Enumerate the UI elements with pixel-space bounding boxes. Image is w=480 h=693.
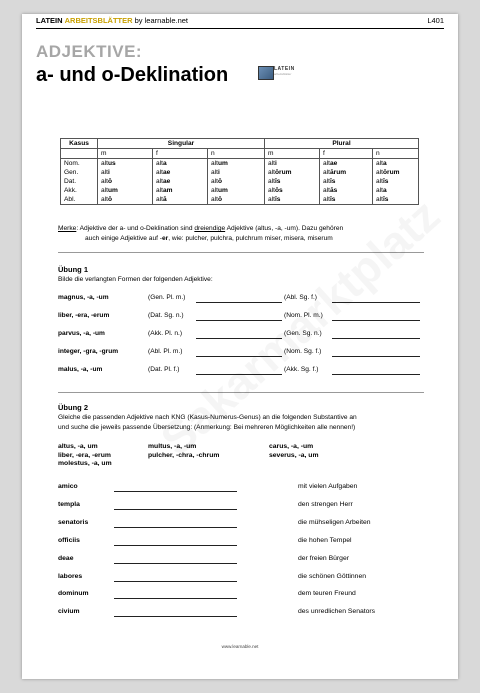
form-stem: alt bbox=[323, 187, 330, 194]
declension-form bbox=[373, 168, 419, 177]
noun-word: civium bbox=[58, 608, 80, 616]
form-ending: i bbox=[217, 169, 220, 176]
brand-arbeitsblaetter: ARBEITSBLÄTTER bbox=[64, 16, 133, 25]
answer-line[interactable] bbox=[114, 527, 237, 528]
header-kasus: Kasus bbox=[61, 139, 98, 149]
form-ending: a bbox=[382, 160, 387, 167]
form-ending: a bbox=[382, 187, 387, 194]
worksheet-code: L401 bbox=[427, 16, 444, 25]
adjective: carus, -a, -um bbox=[269, 443, 314, 450]
title-line2: a- und o-Deklination bbox=[36, 64, 229, 86]
form-stem: alt bbox=[376, 178, 383, 185]
form-stem: alt bbox=[323, 160, 330, 167]
noun-row bbox=[58, 590, 428, 600]
form-ending: ō bbox=[217, 178, 222, 185]
exercise-row bbox=[58, 330, 428, 340]
form-ending: īs bbox=[382, 196, 389, 203]
answer-line[interactable] bbox=[114, 491, 237, 492]
form-hint-1: (Gen. Pl. m.) bbox=[148, 294, 186, 301]
gender-cell: f bbox=[320, 149, 373, 159]
form-ending: um bbox=[217, 187, 228, 194]
case-label: Dat. bbox=[61, 177, 98, 186]
answer-line-2[interactable] bbox=[332, 302, 420, 303]
gender-cell: m bbox=[98, 149, 153, 159]
declension-row bbox=[61, 186, 419, 195]
uebung1-title: Übung 1 bbox=[58, 265, 88, 274]
answer-line-1[interactable] bbox=[196, 302, 282, 303]
form-stem: alt bbox=[268, 178, 275, 185]
uebung2-instruction bbox=[58, 413, 428, 432]
noun-row bbox=[58, 555, 428, 565]
uebung2-title: Übung 2 bbox=[58, 403, 88, 412]
logo-subtext: arbeitsblätter bbox=[274, 72, 292, 76]
latein-logo-icon bbox=[258, 66, 306, 80]
declension-form bbox=[98, 168, 153, 177]
form-ending: īs bbox=[274, 178, 281, 185]
form-ending: um bbox=[217, 160, 228, 167]
form-ending: ōrum bbox=[382, 169, 400, 176]
form-stem: alt bbox=[376, 187, 383, 194]
declension-form bbox=[98, 177, 153, 186]
declension-form bbox=[320, 177, 373, 186]
logo-image bbox=[258, 66, 274, 80]
header-brand bbox=[36, 16, 188, 25]
translation: mit vielen Aufgaben bbox=[298, 483, 358, 490]
adjective-word: integer, -gra, -grum bbox=[58, 348, 119, 355]
adjective-word: parvus, -a, -um bbox=[58, 330, 105, 337]
form-ending: ā bbox=[162, 196, 167, 203]
logo-text: LATEIN bbox=[274, 66, 295, 72]
answer-line-1[interactable] bbox=[196, 320, 282, 321]
form-stem: alt bbox=[211, 169, 218, 176]
adjective-column-2 bbox=[148, 443, 219, 460]
exercise-row bbox=[58, 366, 428, 376]
form-ending: ae bbox=[162, 169, 171, 176]
form-stem: alt bbox=[156, 196, 163, 203]
answer-line-1[interactable] bbox=[196, 374, 282, 375]
form-ending: ās bbox=[329, 187, 338, 194]
form-ending: ae bbox=[162, 178, 171, 185]
answer-line[interactable] bbox=[114, 581, 237, 582]
merke-dreiendige: dreiendige bbox=[194, 225, 226, 232]
case-label: Gen. bbox=[61, 168, 98, 177]
declension-form bbox=[153, 195, 208, 205]
page-header bbox=[36, 14, 444, 29]
gender-cell: m bbox=[265, 149, 320, 159]
form-ending: īs bbox=[329, 196, 336, 203]
adjective-word: liber, -era, -erum bbox=[58, 312, 110, 319]
form-stem: alt bbox=[268, 160, 275, 167]
declension-form bbox=[208, 159, 265, 169]
declension-form bbox=[265, 195, 320, 205]
form-hint-2: (Akk. Sg. f.) bbox=[284, 366, 319, 373]
noun-row bbox=[58, 537, 428, 547]
form-ending: ō bbox=[217, 196, 222, 203]
form-stem: alt bbox=[268, 196, 275, 203]
form-stem: alt bbox=[323, 169, 330, 176]
merke-text-1b: Adjektive (altus, -a, -um). Dazu gehören bbox=[225, 225, 344, 232]
merke-text-2a: auch einige Adjektive auf - bbox=[85, 234, 162, 242]
form-stem: alt bbox=[156, 169, 163, 176]
header-singular: Singular bbox=[98, 139, 265, 149]
noun-row bbox=[58, 608, 428, 618]
answer-line-1[interactable] bbox=[196, 356, 282, 357]
translation: des unredlichen Senators bbox=[298, 608, 376, 616]
declension-form bbox=[373, 195, 419, 205]
form-hint-2: (Nom. Pl. m.) bbox=[284, 312, 323, 319]
declension-form bbox=[153, 159, 208, 169]
answer-line[interactable] bbox=[114, 598, 237, 599]
form-ending: am bbox=[162, 187, 173, 194]
translation: dem teuren Freund bbox=[298, 590, 356, 598]
noun-word: dominum bbox=[58, 590, 89, 598]
adjective: altus, -a, um bbox=[58, 443, 98, 450]
form-ending: i bbox=[107, 169, 110, 176]
case-label: Nom. bbox=[61, 159, 98, 169]
footer-url: www.learnable.net bbox=[221, 644, 259, 649]
form-stem: alt bbox=[156, 160, 163, 167]
answer-line[interactable] bbox=[114, 509, 237, 510]
declension-form bbox=[320, 159, 373, 169]
adjective-column-1 bbox=[58, 443, 112, 469]
merke-note bbox=[58, 224, 424, 243]
adjective: molestus, -a, um bbox=[58, 460, 112, 467]
declension-form bbox=[98, 195, 153, 205]
declension-form bbox=[320, 195, 373, 205]
divider bbox=[58, 392, 424, 393]
answer-line[interactable] bbox=[114, 616, 237, 617]
form-stem: alt bbox=[323, 196, 330, 203]
form-ending: us bbox=[107, 160, 116, 167]
answer-line-2[interactable] bbox=[332, 338, 420, 339]
form-stem: alt bbox=[211, 196, 218, 203]
declension-form bbox=[153, 177, 208, 186]
form-stem: alt bbox=[211, 178, 218, 185]
form-stem: alt bbox=[156, 187, 163, 194]
translation: die schönen Göttinnen bbox=[298, 572, 367, 580]
form-ending: ae bbox=[329, 160, 338, 167]
answer-line-2[interactable] bbox=[332, 374, 420, 375]
merke-text-2b: , wie: pulcher, pulchra, pulchrum miser, misera, miserum bbox=[168, 234, 333, 242]
noun-word: templa bbox=[58, 500, 80, 508]
form-stem: alt bbox=[101, 187, 108, 194]
form-stem: alt bbox=[156, 178, 163, 185]
form-stem: alt bbox=[268, 169, 275, 176]
form-hint-2: (Nom. Sg. f.) bbox=[284, 348, 322, 355]
noun-word: officiis bbox=[58, 536, 80, 544]
translation: die mühseligen Arbeiten bbox=[298, 518, 371, 526]
noun-row bbox=[58, 501, 428, 511]
noun-word: amico bbox=[58, 483, 78, 490]
exercise-row bbox=[58, 348, 428, 358]
noun-row bbox=[58, 519, 428, 529]
answer-line-1[interactable] bbox=[196, 338, 282, 339]
declension-form bbox=[265, 159, 320, 169]
declension-form bbox=[320, 168, 373, 177]
merke-er: er bbox=[161, 234, 169, 242]
case-label: Akk. bbox=[61, 186, 98, 195]
declension-form bbox=[373, 177, 419, 186]
form-hint-2: (Gen. Sg. n.) bbox=[284, 330, 322, 337]
form-ending: ōrum bbox=[274, 169, 292, 176]
translation: die hohen Tempel bbox=[298, 536, 352, 544]
translation: den strengen Herr bbox=[298, 500, 353, 508]
adjective-column-3 bbox=[269, 443, 319, 460]
adjective-word: magnus, -a, -um bbox=[58, 294, 109, 301]
form-stem: alt bbox=[376, 169, 383, 176]
noun-row bbox=[58, 483, 428, 493]
answer-line-2[interactable] bbox=[332, 356, 420, 357]
form-ending: um bbox=[107, 187, 118, 194]
form-ending: ō bbox=[107, 178, 112, 185]
form-stem: alt bbox=[101, 196, 108, 203]
form-ending: a bbox=[162, 160, 167, 167]
declension-form bbox=[208, 186, 265, 195]
form-ending: īs bbox=[382, 178, 389, 185]
form-hint-1: (Dat. Pl. f.) bbox=[148, 366, 180, 373]
form-stem: alt bbox=[376, 160, 383, 167]
declension-form bbox=[373, 186, 419, 195]
form-ending: īs bbox=[274, 196, 281, 203]
adjective: pulcher, -chra, -chrum bbox=[148, 451, 220, 459]
adjective-word: malus, -a, -um bbox=[58, 366, 103, 373]
adjective: multus, -a, -um bbox=[148, 443, 197, 450]
declension-form bbox=[373, 159, 419, 169]
form-ending: īs bbox=[329, 178, 336, 185]
exercise-row bbox=[58, 312, 428, 322]
form-stem: alt bbox=[101, 169, 108, 176]
title-line1: ADJEKTIVE: bbox=[36, 42, 143, 61]
declension-form bbox=[208, 168, 265, 177]
form-hint-1: (Dat. Sg. n.) bbox=[148, 312, 184, 319]
uebung1-instruction: Bilde die verlangten Formen der folgenden Adjektive: bbox=[58, 276, 213, 283]
declension-form bbox=[265, 177, 320, 186]
form-stem: alt bbox=[101, 160, 108, 167]
gender-cell: n bbox=[373, 149, 419, 159]
declension-form bbox=[98, 159, 153, 169]
declension-form bbox=[208, 195, 265, 205]
header-plural: Plural bbox=[265, 139, 419, 149]
gender-cell: n bbox=[208, 149, 265, 159]
adjective: severus, -a, um bbox=[269, 451, 319, 459]
noun-row bbox=[58, 573, 428, 583]
form-hint-2: (Abl. Sg. f.) bbox=[284, 294, 317, 301]
declension-form bbox=[265, 186, 320, 195]
noun-word: senatoris bbox=[58, 518, 89, 526]
form-stem: alt bbox=[376, 196, 383, 203]
adjective: liber, -era, -erum bbox=[58, 451, 111, 459]
declension-form bbox=[208, 177, 265, 186]
declension-form bbox=[153, 168, 208, 177]
exercise-row bbox=[58, 294, 428, 304]
uebung2-instruction-line2: und suche die jeweils passende Übersetzung: (Anmerkung: Bei mehreren Möglichkeiten alle nennen!) bbox=[58, 423, 356, 431]
answer-line[interactable] bbox=[114, 563, 237, 564]
declension-form bbox=[320, 186, 373, 195]
gender-cell: f bbox=[153, 149, 208, 159]
form-stem: alt bbox=[211, 187, 218, 194]
form-ending: ārum bbox=[329, 169, 347, 176]
noun-word: deae bbox=[58, 554, 74, 562]
form-ending: i bbox=[274, 160, 277, 167]
declension-row bbox=[61, 195, 419, 205]
declension-form bbox=[153, 186, 208, 195]
declension-form bbox=[265, 168, 320, 177]
case-label: Abl. bbox=[61, 195, 98, 205]
declension-row bbox=[61, 168, 419, 177]
gender-blank bbox=[61, 149, 98, 159]
answer-line-2[interactable] bbox=[332, 320, 420, 321]
form-stem: alt bbox=[268, 187, 275, 194]
form-stem: alt bbox=[101, 178, 108, 185]
form-stem: alt bbox=[323, 178, 330, 185]
declension-form bbox=[98, 186, 153, 195]
form-ending: ōs bbox=[274, 187, 283, 194]
form-stem: alt bbox=[211, 160, 218, 167]
form-ending: ō bbox=[107, 196, 112, 203]
merke-text-1a: : Adjektive der a- und o-Deklination sind bbox=[76, 225, 195, 232]
brand-latein: LATEIN bbox=[36, 16, 63, 25]
brand-by: by learnable.net bbox=[134, 16, 189, 25]
form-hint-1: (Abl. Pl. m.) bbox=[148, 348, 183, 355]
divider bbox=[58, 252, 424, 253]
uebung2-instruction-line1: Gleiche die passenden Adjektive nach KNG (Kasus-Numerus-Genus) an die folgenden Substantive an bbox=[58, 414, 357, 421]
merke-label: Merke bbox=[58, 225, 77, 232]
answer-line[interactable] bbox=[114, 545, 237, 546]
form-hint-1: (Akk. Pl. n.) bbox=[148, 330, 183, 337]
declension-row bbox=[61, 177, 419, 186]
declension-table bbox=[60, 138, 419, 205]
declension-row bbox=[61, 159, 419, 169]
translation: der freien Bürger bbox=[298, 554, 350, 562]
noun-word: labores bbox=[58, 572, 83, 580]
